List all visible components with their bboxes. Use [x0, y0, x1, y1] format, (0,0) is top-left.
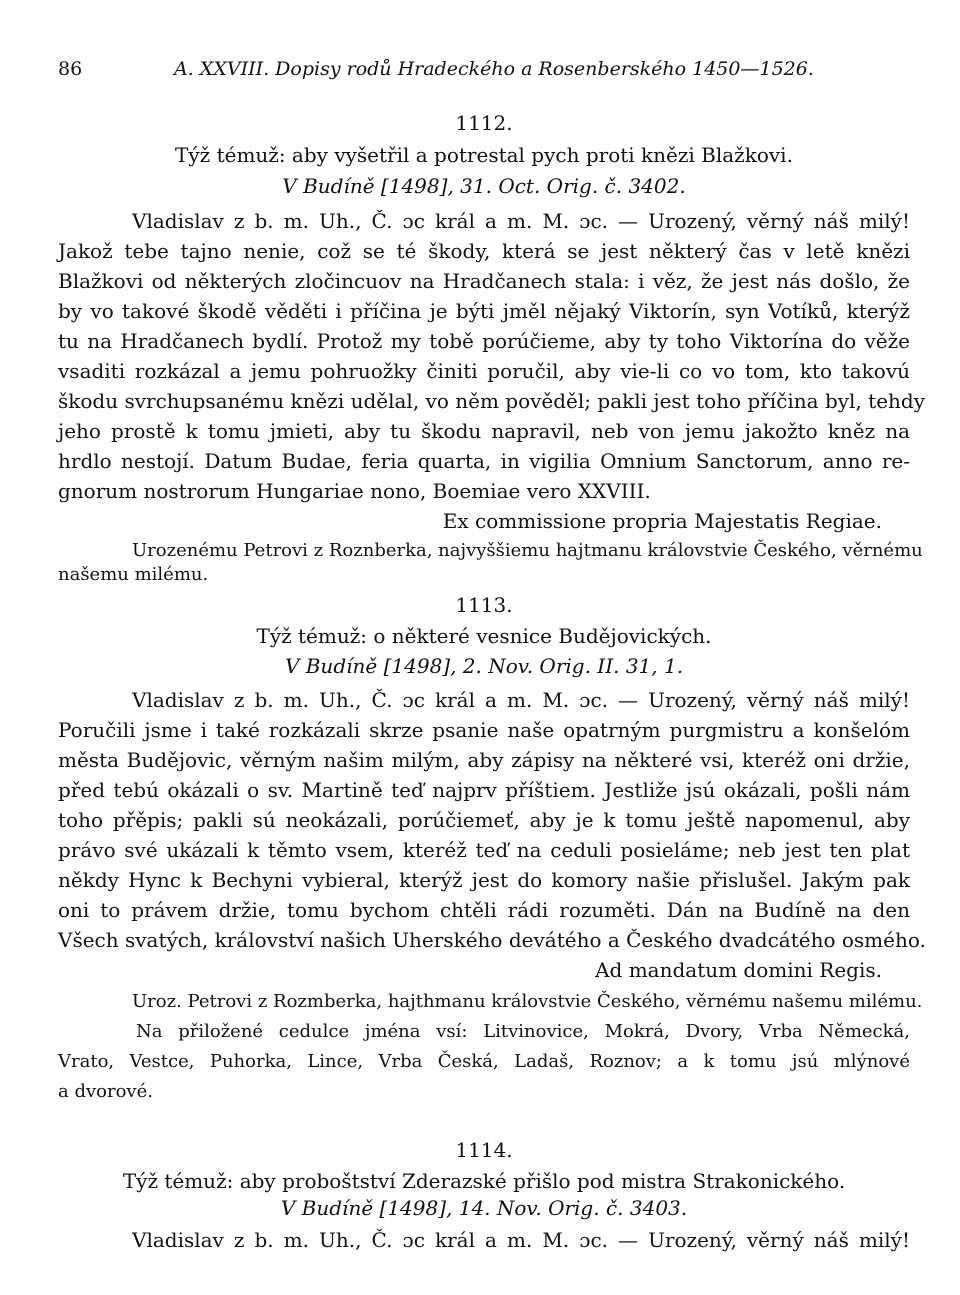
letter-body-line: hrdlo nestojí. Datum Budae, feria quarta, in vigilia Omnium Sanctorum, anno re-	[58, 449, 910, 473]
letter-subject: Týž témuž: aby vyšetřil a potrestal pych proti knězi Blažkovi.	[175, 143, 793, 167]
letter-number: 1112.	[455, 111, 513, 135]
letter-body-line: oni to právem držie, tomu bychom chtěli rádi rozuměti. Dán na Budíně na den	[58, 898, 910, 922]
letter-subject: Týž témuž: aby proboštství Zderazské přišlo pod mistra Strakonického.	[122, 1169, 846, 1193]
letter-body-line: města Budějovic, věrným našim milým, aby zápisy na některé vsi, kteréž oni držie,	[58, 748, 910, 772]
letter-body-line: Poručili jsme i také rozkázali skrze psanie naše opatrným purgmistru a konšelóm	[58, 718, 910, 742]
letter-dating: V Budíně [1498], 2. Nov. Orig. II. 31, 1.	[284, 654, 684, 678]
letter-dating: V Budíně [1498], 31. Oct. Orig. č. 3402.	[282, 174, 686, 198]
letter-subject: Týž témuž: o některé vesnice Budějovických.	[256, 624, 712, 648]
letter-body-line: Vladislav z b. m. Uh., Č. ɔc král a m. M. ɔc. — Urozený, věrný náš milý!	[132, 1228, 910, 1252]
letter-body-line: škodu svrchupsanému knězi udělal, vo něm pověděl; pakli jest toho příčina byl, tehdy	[58, 389, 926, 413]
letter-body-line: tu na Hradčanech bydlí. Protož my tobě porúčieme, aby ty toho Viktorína do věže	[58, 329, 910, 353]
letter-dating: V Budíně [1498], 14. Nov. Orig. č. 3403.	[280, 1196, 688, 1220]
commission-note: Ad mandatum domini Regis.	[595, 958, 882, 982]
address-line: Uroz. Petrovi z Rozmberka, hajthmanu královstvie Českého, věrnému našemu milému.	[132, 991, 923, 1012]
letter-body-line: Vladislav z b. m. Uh., Č. ɔc král a m. M. ɔc. — Urozený, věrný náš milý!	[132, 688, 910, 712]
commission-note: Ex commissione propria Majestatis Regiae.	[442, 509, 882, 533]
letter-body-line: před tebú okázali o sv. Martině teď najprv příštiem. Jestliže jsú okázali, pošli nám	[58, 778, 910, 802]
note-line: a dvorové.	[58, 1081, 153, 1102]
letter-body-line: někdy Hync k Bechyni vybieral, kterýž jest do komory našie přislušel. Jakým pak	[58, 868, 910, 892]
letter-body-line: by vo takové škodě věděti i příčina je býti jměl nějaký Viktorín, syn Votíků, kterýž	[58, 299, 910, 323]
address-line: Urozenému Petrovi z Roznberka, najvyššiemu hajtmanu královstvie Českého, věrnému	[132, 540, 923, 561]
running-title: A. XXVIII. Dopisy rodů Hradeckého a Rosenberského 1450—1526.	[174, 58, 814, 80]
page-header	[58, 58, 910, 88]
letter-body-line: Vladislav z b. m. Uh., Č. ɔc král a m. M. ɔc. — Urozený, věrný náš milý!	[132, 209, 910, 233]
letter-body-line: toho přěpis; pakli sú neokázali, porúčiemeť, aby je k tomu ještě napomenul, aby	[58, 808, 910, 832]
page-number: 86	[58, 58, 83, 80]
address-line: našemu milému.	[58, 564, 209, 585]
letter-number: 1113.	[455, 593, 513, 617]
letter-body-line: Jakož tebe tajno nenie, což se té škody, která se jest některý čas v letě knězi	[58, 239, 910, 263]
note-line: Vrato, Vestce, Puhorka, Lince, Vrba Česká, Ladaš, Roznov; a k tomu jsú mlýnové	[58, 1051, 910, 1072]
letter-body-line: právo své ukázali k těmto vsem, kteréž teď na ceduli posieláme; neb jest ten plat	[58, 838, 910, 862]
note-line: Na přiložené cedulce jména vsí: Litvinovice, Mokrá, Dvory, Vrba Německá,	[136, 1021, 910, 1042]
letter-body-line: vsaditi rozkázal a jemu pohruožky činiti poručil, aby vie-li co vo tom, kto takovú	[58, 359, 910, 383]
letter-body-line: jeho prostě k tomu jmieti, aby tu škodu napravil, neb von jemu jakožto kněz na	[58, 419, 910, 443]
letter-body-line: gnorum nostrorum Hungariae nono, Boemiae vero XXVIII.	[58, 479, 651, 503]
letter-number: 1114.	[455, 1138, 513, 1162]
letter-body-line: Blažkovi od některých zločincuov na Hradčanech stala: i věz, že jest nás došlo, že	[58, 269, 910, 293]
letter-body-line: Všech svatých, království našich Uherského devátého a Českého dvadcátého osmého.	[58, 928, 926, 952]
